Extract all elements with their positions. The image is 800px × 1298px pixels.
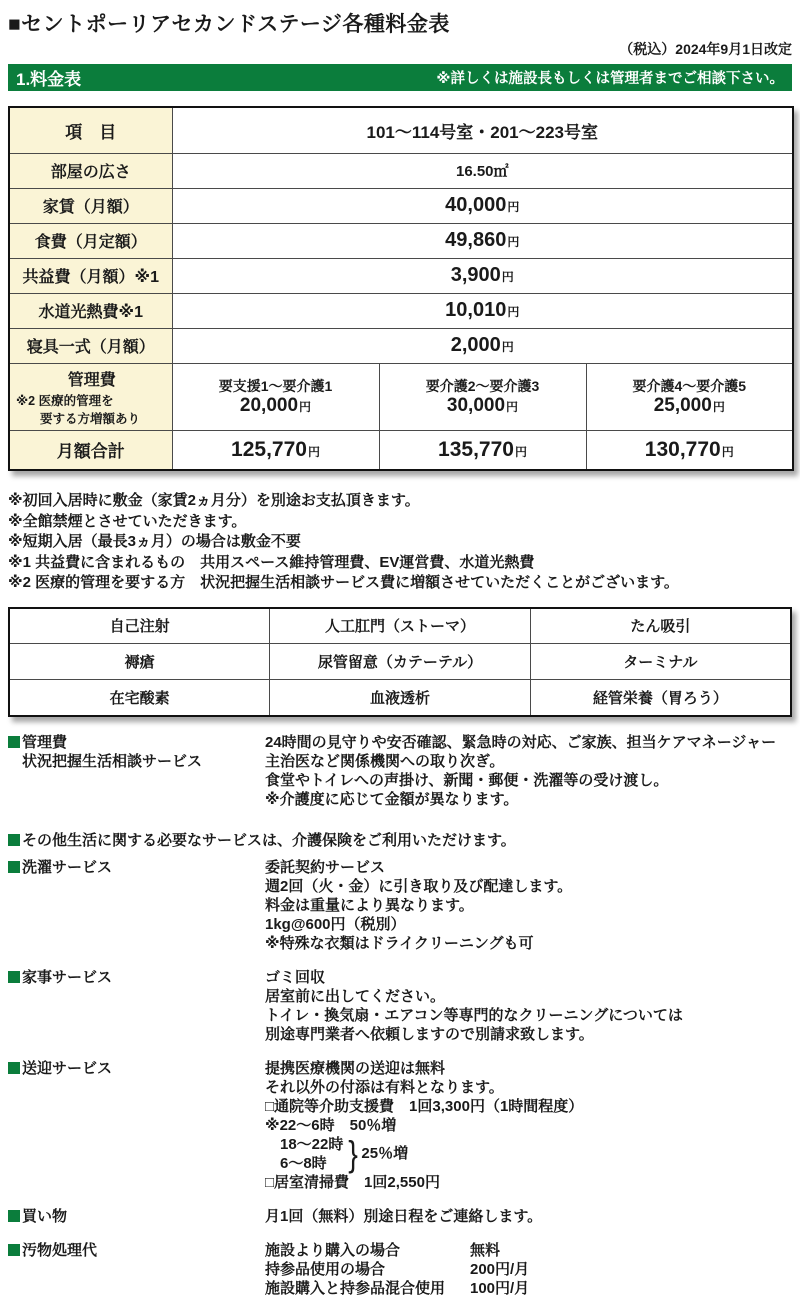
- green-square-icon: [8, 1210, 20, 1222]
- surcharge-brace-group: 18〜22時 6〜8時 } 25％増: [280, 1132, 409, 1174]
- medical-cell: 在宅酸素: [9, 680, 270, 716]
- service-label: 管理費 状況把握生活相談サービス: [8, 733, 265, 809]
- table-row: [9, 153, 793, 188]
- service-description: 施設より購入の場合 無料 持参品使用の場合 200円/月 施設購入と持参品混合使用 100円/月: [265, 1241, 530, 1297]
- row-label: 水道光熱費※1: [9, 293, 172, 328]
- brace-icon: }: [348, 1132, 359, 1174]
- page-title: ■セントポーリアセカンドステージ各種料金表: [8, 13, 450, 36]
- service-label: 洗濯サービス: [8, 858, 265, 953]
- table-row: [9, 328, 793, 363]
- table-row: [9, 258, 793, 293]
- notes-block: [8, 491, 792, 594]
- service-label: 汚物処理代: [8, 1241, 265, 1298]
- medical-cell: 尿管留意（カテーテル）: [270, 644, 531, 680]
- medical-cell: たん吸引: [530, 608, 791, 644]
- utilities-value: 10,010円: [172, 293, 793, 328]
- medical-cell: 血液透析: [270, 680, 531, 716]
- total-tier1: 125,770円: [172, 430, 379, 470]
- row-label: 食費（月定額）: [9, 223, 172, 258]
- total-tier3: 130,770円: [586, 430, 793, 470]
- room-size-value: 16.50㎡: [172, 153, 793, 188]
- service-description: 24時間の見守りや安否確認、緊急時の対応、ご家族、担当ケアマネージャー 主治医など関係機関への取り次ぎ。 食堂やトイレへの声掛け、新聞・郵便・洗濯等の受け渡し。 ※介護度に応じて金額が異なります。: [265, 733, 777, 808]
- row-label: 寝具一式（月額）: [9, 328, 172, 363]
- row-label: 共益費（月額）※1: [9, 258, 172, 293]
- table-row: [9, 223, 793, 258]
- row-label: 家賃（月額）: [9, 188, 172, 223]
- management-fee-tier3: 要介護4〜要介護5 25,000円: [586, 363, 793, 430]
- service-label: 家事サービス: [8, 968, 265, 1044]
- header-rooms: 101〜114号室・201〜223号室: [172, 107, 793, 153]
- green-square-icon: [8, 736, 20, 748]
- total-label: 月額合計: [9, 430, 172, 470]
- medical-conditions-table: [8, 607, 792, 717]
- note-line: ※1 共益費に含まれるもの 共用スペース維持管理費、EV運営費、水道光熱費: [8, 553, 535, 571]
- table-row: [9, 188, 793, 223]
- service-management: [8, 733, 792, 809]
- note-line: ※全館禁煙とさせていただきます。: [8, 512, 247, 530]
- monthly-total-row: [9, 430, 793, 470]
- other-services-note: その他生活に関する必要なサービスは、介護保険をご利用いただけます。: [8, 829, 792, 850]
- medical-cell: ターミナル: [530, 644, 791, 680]
- medical-cell: 経管栄養（胃ろう）: [530, 680, 791, 716]
- service-label: 送迎サービス: [8, 1059, 265, 1192]
- rent-value: 40,000円: [172, 188, 793, 223]
- service-shopping: [8, 1207, 792, 1226]
- management-fee-label: 管理費 ※2 医療的管理を 要する方増額あり: [9, 363, 172, 430]
- table-row: [9, 293, 793, 328]
- table-row: [9, 644, 791, 680]
- header-item-label: 項 目: [9, 107, 172, 153]
- note-line: ※短期入居（最長3ヵ月）の場合は敷金不要: [8, 533, 301, 550]
- service-housekeeping: [8, 968, 792, 1044]
- management-fee-tier2: 要介護2〜要介護3 30,000円: [379, 363, 586, 430]
- green-square-icon: [8, 1244, 20, 1256]
- table-header-row: [9, 107, 793, 153]
- service-waste: [8, 1241, 792, 1298]
- note-line: ※初回入居時に敷金（家賃2ヵ月分）を別途お支払頂きます。: [8, 492, 420, 509]
- bedding-value: 2,000円: [172, 328, 793, 363]
- medical-cell: 人工肛門（ストーマ）: [270, 608, 531, 644]
- green-square-icon: [8, 1062, 20, 1074]
- note-line: ※2 医療的管理を要する方 状況把握生活相談サービス費に増額させていただくことがございます。: [8, 574, 679, 591]
- management-fee-row: [9, 363, 793, 430]
- green-square-icon: [8, 971, 20, 983]
- section-heading-note: ※詳しくは施設長もしくは管理者までご相談下さい。: [436, 71, 784, 87]
- services-section: [8, 733, 792, 1298]
- medical-cell: 自己注射: [9, 608, 270, 644]
- revision-date: （税込）2024年9月1日改定: [619, 41, 792, 57]
- service-label: 買い物: [8, 1207, 265, 1226]
- table-row: [9, 680, 791, 716]
- service-laundry: [8, 858, 792, 953]
- common-fee-value: 3,900円: [172, 258, 793, 293]
- service-description: 月1回（無料）別途日程をご連絡します。: [265, 1207, 543, 1225]
- medical-cell: 褥瘡: [9, 644, 270, 680]
- service-description: ゴミ回収 居室前に出してください。 トイレ・換気扇・エアコン等専門的なクリーニングについては 別途専門業者へ依頼しますので別請求致します。: [265, 968, 683, 1043]
- section-heading: 1.料金表: [16, 70, 82, 89]
- total-tier2: 135,770円: [379, 430, 586, 470]
- service-description: 委託契約サービス 週2回（火・金）に引き取り及び配達します。 料金は重量により異なります。 1kg@600円（税別） ※特殊な衣類はドライクリーニングも可: [265, 858, 573, 952]
- green-square-icon: [8, 861, 20, 873]
- section-heading-bar: [8, 64, 792, 91]
- row-label: 部屋の広さ: [9, 153, 172, 188]
- service-description: 提携医療機関の送迎は無料 それ以外の付添は有料となります。 □通院等介助支援費 1回3,300円（1時間程度） ※22〜6時 50％増 18〜22時 6〜8時 } 25％増 □居室清掃費 1回2,550円: [265, 1059, 584, 1191]
- meal-value: 49,860円: [172, 223, 793, 258]
- table-row: [9, 608, 791, 644]
- service-transport: [8, 1059, 792, 1192]
- green-square-icon: [8, 834, 20, 846]
- management-fee-tier1: 要支援1〜要介護1 20,000円: [172, 363, 379, 430]
- price-table: [8, 106, 794, 471]
